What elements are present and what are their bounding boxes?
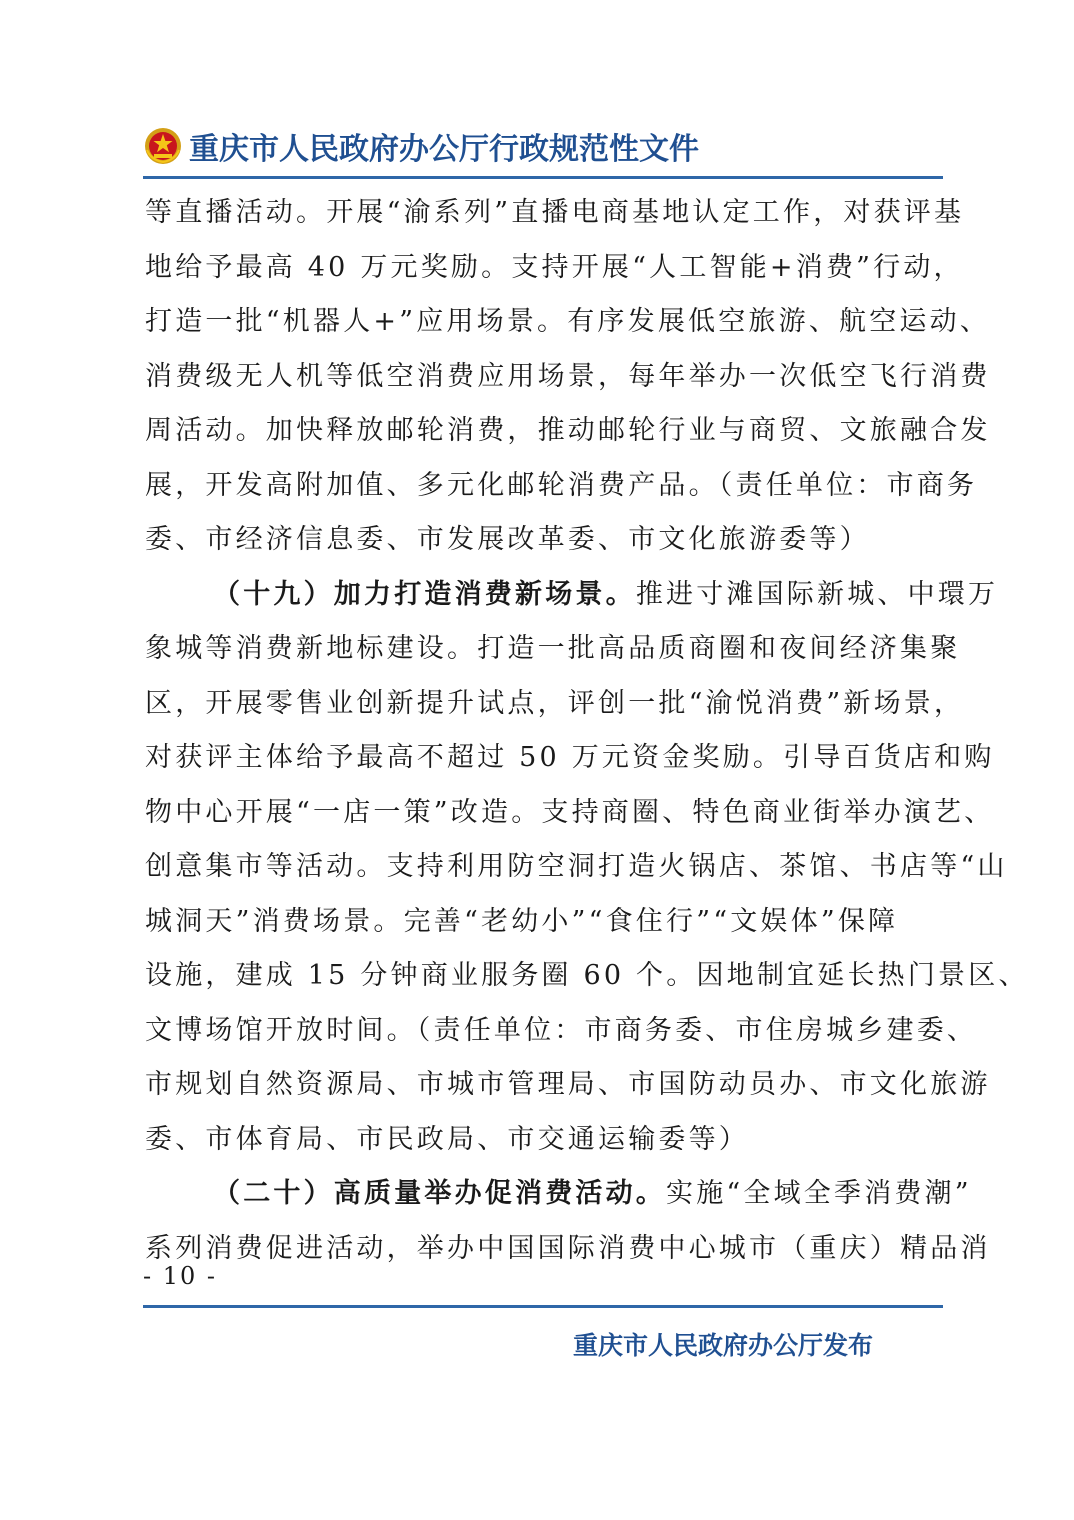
body-line: 区，开展零售业创新提升试点，评创一批“渝悦消费”新场景，	[145, 687, 965, 719]
body-line: 象城等消费新地标建设。打造一批高品质商圈和夜间经济集聚	[145, 633, 961, 664]
body-line: 展，开发高附加值、多元化邮轮消费产品。（责任单位：市商务	[145, 469, 978, 501]
body-line: 设施，建成 15 分钟商业服务圈 60 个。因地制宜延长热门景区、	[145, 960, 1029, 991]
body-line: 城洞天”消费场景。完善“老幼小”“食住行”“文娱体”保障	[145, 905, 899, 937]
footer-publisher: 重庆市人民政府办公厅发布	[573, 1331, 874, 1360]
body-line: 地给予最高 40 万元奖励。支持开展“人工智能+消费”行动，	[145, 251, 964, 283]
header-divider	[143, 176, 943, 179]
body-line: 委、市经济信息委、市发展改革委、市文化旅游委等）	[145, 524, 870, 555]
body-line: 系列消费促进活动，举办中国国际消费中心城市（重庆）精品消	[145, 1232, 991, 1264]
body-line: 打造一批“机器人+”应用场景。有序发展低空旅游、航空运动、	[145, 306, 991, 337]
body-line: 物中心开展“一店一策”改造。支持商圈、特色商业街举办演艺、	[145, 796, 995, 828]
body-line: 市规划自然资源局、市城市管理局、市国防动员办、市文化旅游	[145, 1069, 991, 1100]
body-line: 等直播活动。开展“渝系列”直播电商基地认定工作，对获评基	[145, 197, 965, 228]
footer-divider	[143, 1305, 943, 1308]
body-line: 创意集市等活动。支持利用防空洞打造火锅店、茶馆、书店等“山	[145, 851, 1008, 882]
body-line: 周活动。加快释放邮轮消费，推动邮轮行业与商贸、文旅融合发	[145, 415, 991, 446]
document-header	[143, 122, 943, 170]
section-19-first-line-text: 推进寸滩国际新城、中環万	[635, 578, 999, 610]
national-emblem-icon	[143, 126, 183, 166]
section-19-heading: （十九）加力打造消费新场景。	[213, 578, 636, 610]
body-line: 对获评主体给予最高不超过 50 万元资金奖励。引导百货店和购	[145, 742, 995, 773]
section-20-first-line	[145, 1167, 972, 1222]
section-19-first-line	[145, 568, 999, 623]
document-body	[145, 186, 1029, 1276]
page-number: - 10 -	[143, 1262, 218, 1290]
header-title: 重庆市人民政府办公厅行政规范性文件	[189, 132, 699, 167]
section-20-first-line-text: 实施“全域全季消费潮”	[666, 1178, 972, 1209]
body-line: 文博场馆开放时间。（责任单位：市商务委、市住房城乡建委、	[145, 1014, 978, 1046]
body-line: 消费级无人机等低空消费应用场景，每年举办一次低空飞行消费	[145, 360, 991, 392]
body-line: 委、市体育局、市民政局、市交通运输委等）	[145, 1123, 749, 1155]
section-20-heading: （二十）高质量举办促消费活动。	[213, 1178, 666, 1209]
